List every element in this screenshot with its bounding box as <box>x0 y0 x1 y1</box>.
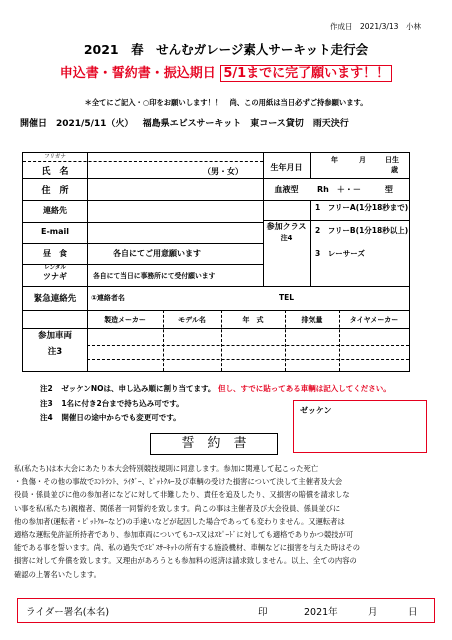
event-date: 開催日 2021/5/11（火） <box>20 119 134 129</box>
vehicle-header-model: モデル名 <box>178 316 206 324</box>
pledge-line: 確認の上署名いたします。 <box>14 569 101 579</box>
vehicle-header-displacement: 排気量 <box>301 316 323 324</box>
pledge-title: 誓 約 書 <box>150 433 278 455</box>
blood-label: 血液型 <box>274 185 299 194</box>
age-field[interactable]: 歳 <box>391 166 398 174</box>
vehicle-header-tire: タイヤメーカー <box>349 316 399 324</box>
furigana-label: フリガナ <box>44 154 66 160</box>
email-label: E-mail <box>40 227 69 236</box>
note-2-text: ゼッケンNOは、申し込み順に割り当てます。 <box>61 384 216 393</box>
lunch-label: 昼 食 <box>43 249 67 258</box>
deadline-banner <box>0 62 452 81</box>
note-3-num: 注3 <box>40 399 53 408</box>
tsunagi-ruby: レンタル <box>44 265 66 271</box>
class-note: 注4 <box>280 234 293 242</box>
vehicle-note: 注3 <box>47 347 63 357</box>
birth-day[interactable]: 日生 <box>385 156 399 164</box>
seal-mark: 印 <box>258 607 268 618</box>
signature-year: 2021年 <box>304 607 338 618</box>
class-option-racers[interactable]: 3 レーサーズ <box>315 249 365 258</box>
class-label: 参加クラス <box>266 222 307 231</box>
pledge-body <box>14 462 444 581</box>
pledge-line: 他の参加者(運転者・ﾋﾟｯﾄｸﾙｰなど)の手違いなどが起因した場合であっても変わりません。又運転者は <box>14 516 345 526</box>
vehicle-label: 参加車両 <box>37 331 72 341</box>
zekken-label: ゼッケン <box>300 406 332 415</box>
vehicle-header-year: 年 式 <box>242 316 264 324</box>
address-label: 住 所 <box>41 186 69 196</box>
pledge-line: 役員・係員並びに他の参加者になどに対して非難したり、責任を追及したり、又損害の賠償を請求しな <box>14 490 350 500</box>
zekken-box[interactable] <box>293 400 427 453</box>
note-2-red: 但し、すでに貼ってある車輌は記入してください。 <box>218 384 391 393</box>
blood-field[interactable]: Rh ＋・－ 型 <box>317 185 393 194</box>
class-option-a[interactable]: 1 フリーA(1分18秒まで) <box>315 203 409 212</box>
note-2-num: 注2 <box>40 384 53 393</box>
lunch-value: 各自にてご用意願います <box>113 249 201 258</box>
note-4-text: 開催日の途中からでも変更可です。 <box>61 413 181 422</box>
signature-label: ライダー署名(本名) <box>26 607 110 618</box>
pledge-line: 損害に対して弁償を致します。又理由があろうとも参加料の返済は請求致しません。以上、全ての内容の <box>14 556 357 566</box>
note-4-num: 注4 <box>40 413 53 422</box>
note-3-text: 1名に付き2台まで持ち込み可です。 <box>61 399 184 408</box>
contact-label: 連絡先 <box>43 206 67 215</box>
note-4 <box>40 412 181 423</box>
birth-month[interactable]: 月 <box>359 156 366 164</box>
note-2 <box>40 383 391 394</box>
deadline-emphasis: 5/1までに完了願います！！ <box>220 65 392 82</box>
deadline-text: 申込書・誓約書・振込期日 <box>59 66 216 81</box>
birth-label: 生年月日 <box>270 163 303 172</box>
pledge-line: 私(私たち)は本大会にあたり本大会特別競技規則に同意します。参加に関連して起こった死亡 <box>14 464 319 473</box>
signature-box[interactable] <box>17 598 435 623</box>
signature-month: 月 <box>368 607 378 618</box>
pledge-line: 能である事を誓います。尚、私の過失でｴﾋﾞｽｻｰｷｯﾄの所有する施設機材、車輌などに損害を与えた時はその <box>14 543 361 553</box>
emergency-name[interactable]: ①連絡者名 <box>91 294 125 302</box>
pledge-line: い事を私(私たち)親権者、関係者一同誓約を致します。尚この事は主催者及び大会役員、係員並びに <box>14 503 341 513</box>
tsunagi-value: 各自にて当日に事務所にて受付願います <box>93 272 216 280</box>
emergency-tel[interactable]: TEL <box>279 293 295 302</box>
pledge-line: ・負傷・その他の事故でｴﾝﾄﾗﾝﾄ、ﾗｲﾀﾞｰ、ﾋﾟｯﾄｸﾙｰ及び車輌の受けた損害について決して主催者及大会 <box>14 477 343 487</box>
note-3 <box>40 398 184 409</box>
emergency-label: 緊急連絡先 <box>33 294 77 304</box>
notice-text: ＊全てにご記入・○印をお願いします！！ 尚、この用紙は当日必ずご持参願います。 <box>84 98 368 107</box>
event-venue: 福島県エビスサーキット 東コース貸切 雨天決行 <box>142 119 349 129</box>
signature-day: 日 <box>408 607 418 618</box>
event-info <box>20 116 349 129</box>
name-label: 氏 名 <box>41 167 69 177</box>
pledge-line: 適格な運転免許証所持者であり、参加車両についてもｺｰｽ又はｽﾋﾟｰﾄﾞに対しても適格でありかつ競技が可 <box>14 530 354 540</box>
tsunagi-label: ツナギ <box>43 272 67 281</box>
page-title: 2021 春 せんむガレージ素人サーキット走行会 <box>83 42 369 57</box>
created-date: 作成日 2021/3/13 小林 <box>330 22 421 31</box>
vehicle-header-maker: 製造メーカー <box>104 316 146 324</box>
application-form <box>22 152 410 372</box>
class-option-b[interactable]: 2 フリーB(1分18秒以上) <box>315 226 409 235</box>
gender-field[interactable]: （男・女） <box>203 167 243 176</box>
birth-year[interactable]: 年 <box>331 156 338 164</box>
